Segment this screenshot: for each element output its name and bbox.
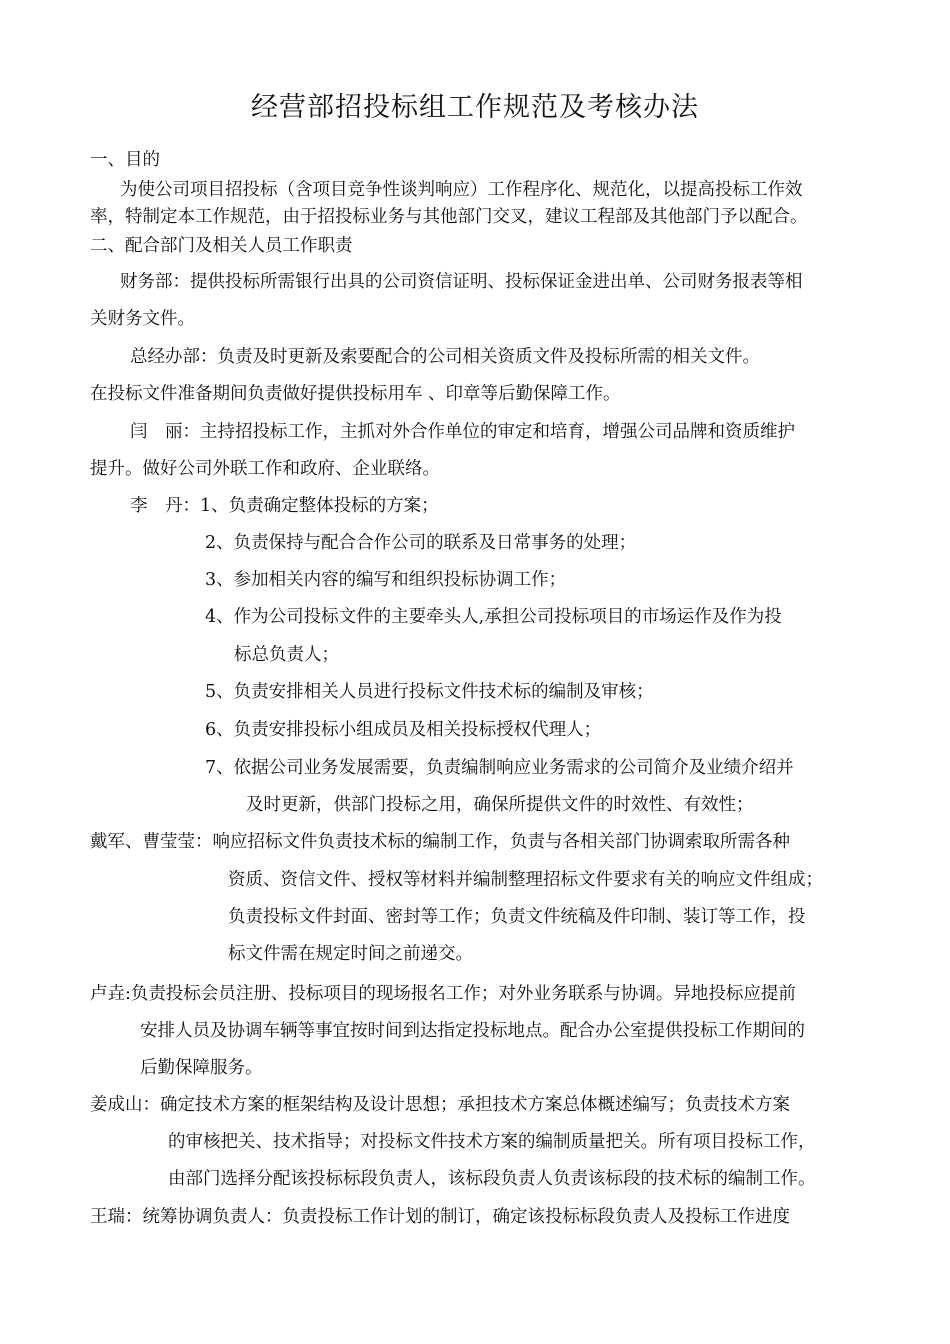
list-item: 2、负责保持与配合合作公司的联系及日常事务的处理； xyxy=(205,533,637,553)
paragraph-line: 总经办部：负责及时更新及索要配合的公司相关资质文件及投标所需的相关文件。 xyxy=(130,347,760,367)
list-item: 7、依据公司业务发展需要，负责编制响应业务需求的公司简介及业绩介绍并 xyxy=(205,758,794,778)
paragraph-line: 关财务文件。 xyxy=(90,309,195,329)
paragraph-line: 后勤保障服务。 xyxy=(140,1058,263,1078)
paragraph-line: 率，特制定本工作规范，由于招投标业务与其他部门交叉，建议工程部及其他部门予以配合。 xyxy=(90,207,808,227)
paragraph-line: 提升。做好公司外联工作和政府、企业联络。 xyxy=(90,459,440,479)
paragraph-line: 在投标文件准备期间负责做好提供投标用车 、印章等后勤保障工作。 xyxy=(90,384,621,404)
section-heading-duties: 二、配合部门及相关人员工作职责 xyxy=(90,236,353,256)
list-item: 及时更新，供部门投标之用，确保所提供文件的时效性、有效性； xyxy=(246,795,754,815)
paragraph-line: 戴军、曹莹莹：响应招标文件负责技术标的编制工作，负责与各相关部门协调索取所需各种 xyxy=(90,832,790,852)
paragraph-line: 资质、资信文件、授权等材料并编制整理招标文件要求有关的响应文件组成； xyxy=(228,870,823,890)
paragraph-line: 负责投标文件封面、密封等工作；负责文件统稿及件印制、装订等工作，投 xyxy=(228,907,806,927)
paragraph-line: 由部门选择分配该投标标段负责人，该标段负责人负责该标段的技术标的编制工作。 xyxy=(168,1169,816,1189)
paragraph-line: 卢垚:负责投标会员注册、投标项目的现场报名工作；对外业务联系与协调。异地投标应提前 xyxy=(90,984,796,1004)
list-item: 3、参加相关内容的编写和组织投标协调工作； xyxy=(205,570,567,590)
paragraph-line: 姜成山：确定技术方案的框架结构及设计思想；承担技术方案总体概述编写；负责技术方案 xyxy=(90,1095,790,1115)
list-item: 4、作为公司投标文件的主要牵头人,承担公司投标项目的市场运作及作为投 xyxy=(205,607,782,627)
paragraph-line: 王瑞：统筹协调负责人：负责投标工作计划的制订，确定该投标标段负责人及投标工作进度 xyxy=(90,1207,790,1227)
list-item: 标总负责人； xyxy=(234,645,339,665)
paragraph-line: 为使公司项目招投标（含项目竞争性谈判响应）工作程序化、规范化，以提高投标工作效 xyxy=(120,180,803,200)
list-item: 李 丹：1、负责确定整体投标的方案； xyxy=(130,496,439,516)
paragraph-line: 的审核把关、技术指导；对投标文件技术方案的编制质量把关。所有项目投标工作， xyxy=(168,1132,816,1152)
list-item: 5、负责安排相关人员进行投标文件技术标的编制及审核； xyxy=(205,682,654,702)
document-title: 经营部招投标组工作规范及考核办法 xyxy=(251,92,699,123)
section-heading-purpose: 一、目的 xyxy=(90,150,160,170)
list-item: 6、负责安排投标小组成员及相关投标授权代理人； xyxy=(205,720,602,740)
paragraph-line: 财务部：提供投标所需银行出具的公司资信证明、投标保证金进出单、公司财务报表等相 xyxy=(120,272,803,292)
paragraph-line: 标文件需在规定时间之前递交。 xyxy=(228,944,473,964)
paragraph-line: 闫 丽：主持招投标工作，主抓对外合作单位的审定和培育，增强公司品牌和资质维护 xyxy=(130,422,795,442)
paragraph-line: 安排人员及协调车辆等事宜按时间到达指定投标地点。配合办公室提供投标工作期间的 xyxy=(140,1021,805,1041)
